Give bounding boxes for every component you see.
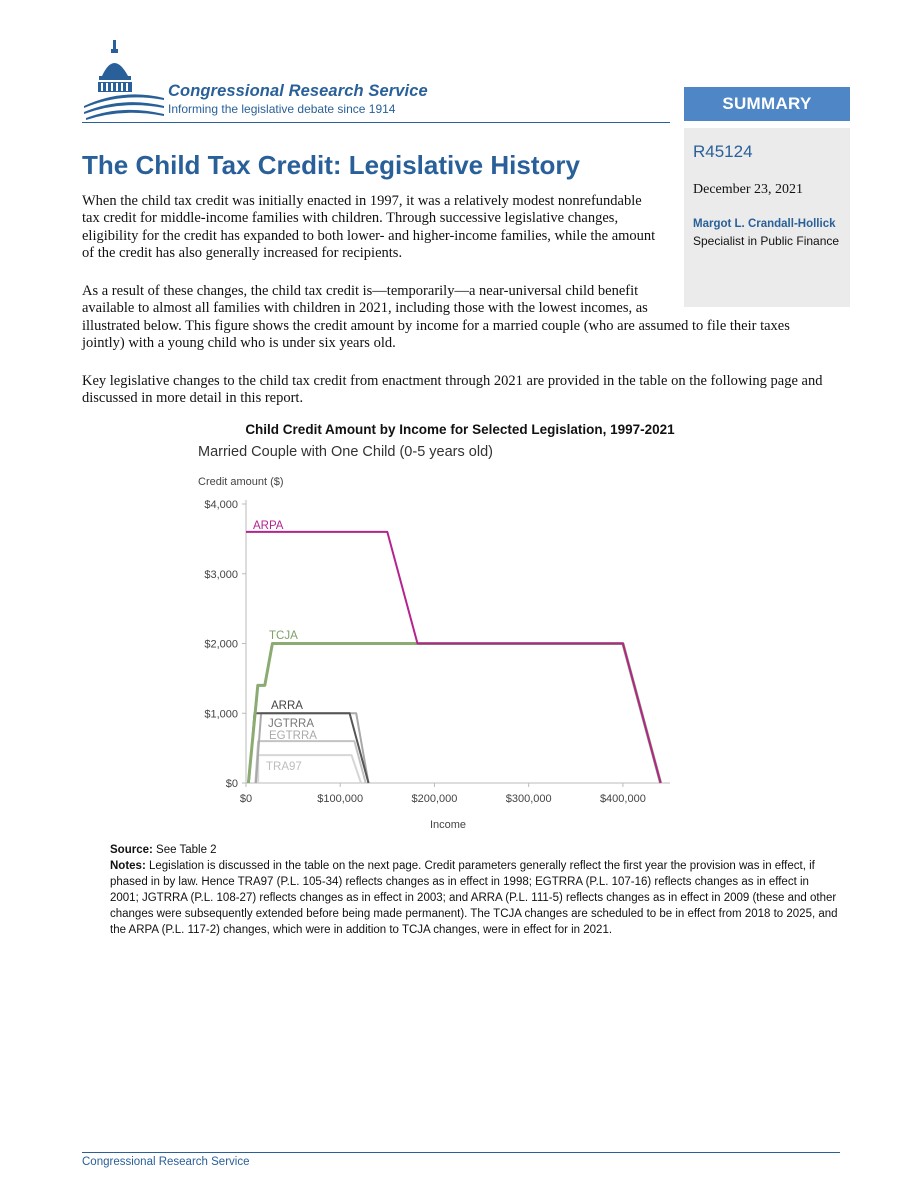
x-tick-label: $0 xyxy=(239,793,253,805)
series-label-jgtrra: JGTRRA xyxy=(268,718,314,730)
series-label-tcja: TCJA xyxy=(269,630,298,642)
series-label-arpa: ARPA xyxy=(253,520,284,532)
x-tick-label: $400,000 xyxy=(599,793,646,805)
org-name: Congressional Research Service xyxy=(168,82,428,100)
x-tick-label: $200,000 xyxy=(411,793,458,805)
summary-paragraph-1: When the child tax credit was initially enacted in 1997, it was a relatively modest nonrefundable tax credit for middle-income families with children. Through successive legislative changes, eligibility for the credit has expanded to both lower- and higher-income families, while the amount of the credit has also generally increased for recipients. xyxy=(82,193,656,261)
figure-source xyxy=(110,842,217,858)
report-date: December 23, 2021 xyxy=(693,182,804,197)
x-tick-label: $100,000 xyxy=(317,793,364,805)
x-axis-label: Income xyxy=(429,819,467,831)
summary-paragraph-2-line-2: available to almost all families with children in 2021, including those with the lowest incomes, as xyxy=(82,300,648,317)
summary-paragraph-2-line-3: illustrated below. This figure shows the credit amount by income for a married couple (who are assumed to file their taxes xyxy=(82,317,790,334)
source-label: Source: xyxy=(110,844,153,856)
footer-org-name: Congressional Research Service xyxy=(82,1156,250,1168)
notes-label: Notes: xyxy=(110,860,146,872)
figure-title: Child Credit Amount by Income for Selected Legislation, 1997-2021 xyxy=(245,422,675,437)
summary-paragraph-2-line-4: jointly) with a young child who is under six years old. xyxy=(82,334,396,351)
footer-divider xyxy=(82,1152,840,1153)
y-tick-label: $2,000 xyxy=(204,638,238,651)
author-title: Specialist in Public Finance xyxy=(693,234,840,248)
report-number: R45124 xyxy=(693,142,753,161)
summary-band: SUMMARY xyxy=(684,87,850,121)
y-tick-label: $3,000 xyxy=(204,568,238,581)
x-tick-label: $300,000 xyxy=(505,793,552,805)
summary-paragraph-2-line-1: As a result of these changes, the child tax credit is—temporarily—a near-universal child benefit xyxy=(82,283,639,299)
notes-text: Legislation is discussed in the table on the next page. Credit parameters generally reflect the first year the provision was in effect, if phased in by law. Hence TRA97 (P.L. 105-34) reflects changes as in effect in 1998; EGTRRA (P.L. 107-16) reflects changes as in effect in 2001; JGTRRA (P.L. 108-27) reflects changes as in effect in 2003; and ARRA (P.L. 111-5) reflects changes as in effect in 2009 (these and other changes were subsequently extended before being made permanent). The TCJA changes are scheduled to be in effect from 2018 to 2025, and the ARPA (P.L. 117-2) changes, which were in addition to TCJA changes, were in effect for in 2021. xyxy=(110,860,838,936)
chart-title: Married Couple with One Child (0-5 years old) xyxy=(198,444,493,460)
y-axis-label: Credit amount ($) xyxy=(198,476,284,488)
org-tagline: Informing the legislative debate since 1914 xyxy=(168,102,396,116)
series-label-arra: ARRA xyxy=(271,700,303,712)
page-title: The Child Tax Credit: Legislative History xyxy=(82,150,580,180)
figure-notes xyxy=(110,858,840,938)
author-name: Margot L. Crandall-Hollick xyxy=(693,218,836,230)
y-tick-label: $1,000 xyxy=(204,708,238,721)
summary-paragraph-3: Key legislative changes to the child tax credit from enactment through 2021 are provided in the table on the following page and discussed in more detail in this report. xyxy=(82,373,823,407)
series-label-egtrra: EGTRRA xyxy=(269,730,317,742)
source-text: See Table 2 xyxy=(152,844,217,856)
y-tick-label: $0 xyxy=(225,778,238,790)
series-label-tra97: TRA97 xyxy=(266,761,302,773)
y-tick-label: $4,000 xyxy=(204,499,238,511)
series-line-arpa xyxy=(246,532,661,783)
